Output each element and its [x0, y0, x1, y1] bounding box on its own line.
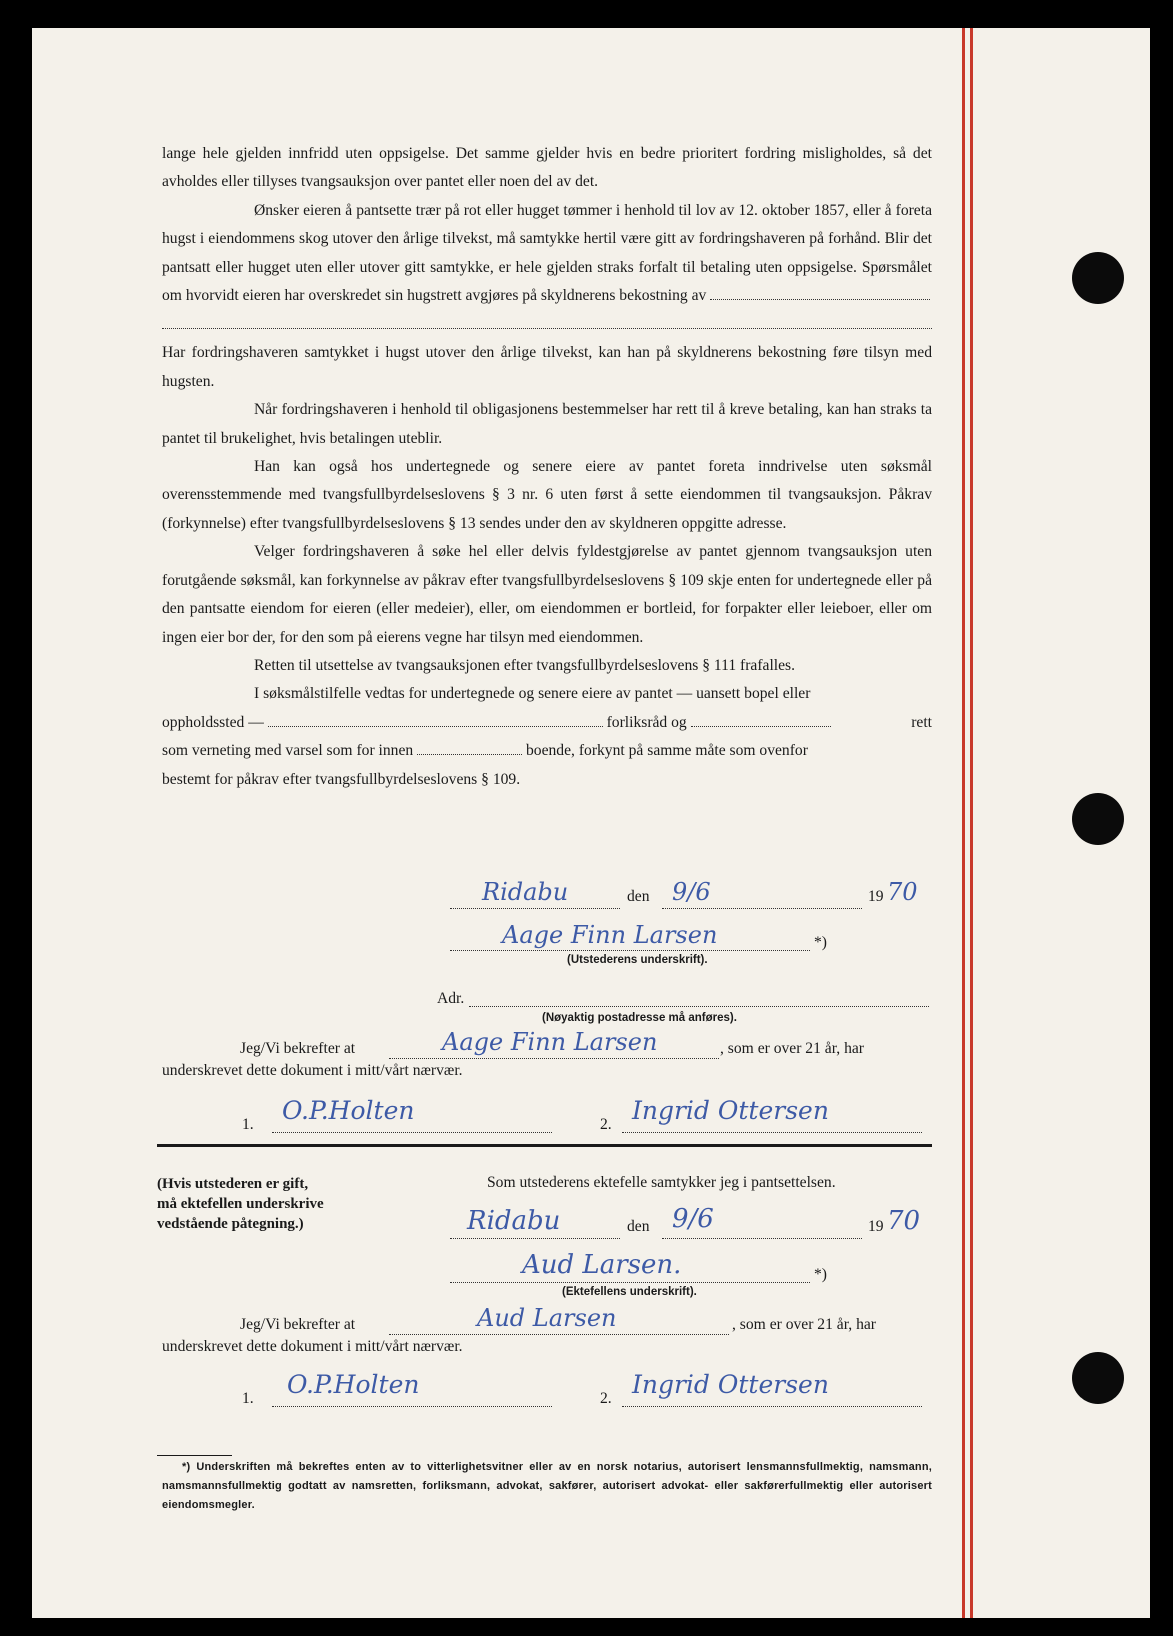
issuer-den-label: den	[627, 888, 650, 905]
issuer-place: Ridabu	[482, 878, 569, 906]
issuer-signature: Aage Finn Larsen	[502, 921, 718, 949]
spouse-place-line[interactable]	[450, 1238, 620, 1239]
spouse-year-prefix: 19	[868, 1218, 884, 1235]
issuer-signature-caption: (Utstederens underskrift).	[567, 954, 708, 966]
issuer-witness2-number: 2.	[600, 1116, 612, 1133]
venue-conciliation-blank[interactable]	[691, 712, 831, 727]
punch-hole-middle	[1072, 793, 1124, 845]
section-divider	[157, 1144, 932, 1147]
paragraph-logging	[162, 197, 932, 311]
paragraph-collection: Han kan også hos undertegnede og senere eiere av pantet foreta inndrivelse uten søksmål overensstemmende med tvangsfullbyrdelseslovens § 3 nr. 6 uten først å sette eiendommen til tvangsauksjon. Påkrav (forkynnelse) efter tvangsfullbyrdelseslovens § 13 sendes under den av skyldneren oppgitte adresse.	[162, 458, 932, 532]
issuer-address-label: Adr.	[437, 990, 465, 1007]
venue-residence-label: oppholdssted —	[162, 713, 264, 731]
issuer-year: 70	[887, 878, 918, 906]
spouse-witness1-signature: O.P.Holten	[287, 1370, 420, 1399]
spouse-den-label: den	[627, 1218, 650, 1235]
spouse-note-line1: (Hvis utstederen er gift,	[157, 1176, 309, 1192]
venue-court-blank[interactable]	[268, 712, 603, 727]
issuer-address-caption: (Nøyaktig postadresse må anføres).	[542, 1012, 737, 1024]
spouse-consent-text: Som utstederens ektefelle samtykker jeg i pantsettelsen.	[487, 1174, 836, 1191]
issuer-witness1-signature: O.P.Holten	[282, 1096, 415, 1125]
logging-assessor-blank[interactable]	[710, 285, 930, 300]
paragraph-supervision: Har fordringshaveren samtykket i hugst utover den årlige tilvekst, kan han på skyldnerens bekostning føre tilsyn med hugsten.	[162, 344, 932, 390]
spouse-confirm-line2: underskrevet dette dokument i mitt/vårt nærvær.	[162, 1338, 463, 1355]
spouse-note-line2: må ektefellen underskrive	[157, 1196, 324, 1212]
punch-hole-top	[1072, 252, 1124, 304]
paragraph-payment: Når fordringshaveren i henhold til obligasjonens bestemmelser har rett til å kreve betaling, kan han straks ta pantet til brukelighet, hvis betalingen uteblir.	[162, 401, 932, 447]
footnote	[162, 1458, 932, 1515]
paragraph-logging-text: Ønsker eieren å pantsette trær på rot eller hugget tømmer i henhold til lov av 12. oktober 1857, eller å foreta hugst i eiendommens skog utover den årlige tilvekst, må samtykke hertil være gitt av fordringshaveren på forhånd. Blir det pantsatt eller hugget uten eller utover gitt samtykke, er hele gjelden straks forfalt til betaling uten oppsigelse. Spørsmålet om hvorvidt eieren har overskredet sin hugstrett avgjøres på skyldnerens bekostning av	[162, 201, 932, 305]
spouse-confirm-line[interactable]	[389, 1334, 729, 1335]
issuer-asterisk: *)	[814, 934, 827, 951]
spouse-note-line3: vedstående påtegning.)	[157, 1216, 304, 1232]
spouse-witness2-number: 2.	[600, 1390, 612, 1407]
paragraph-final: bestemt for påkrav efter tvangsfullbyrdelseslovens § 109.	[162, 770, 521, 788]
spouse-signature-caption: (Ektefellens underskrift).	[562, 1286, 697, 1298]
paragraph-venue: I søksmålstilfelle vedtas for undertegnede og senere eiere av pantet — uansett bopel eller	[254, 685, 811, 703]
notice-residence-label: boende, forkynt på samme måte som ovenfor	[526, 742, 808, 760]
spouse-confirm-name: Aud Larsen	[477, 1304, 617, 1332]
spouse-place: Ridabu	[467, 1206, 561, 1236]
margin-line-right	[970, 28, 973, 1618]
issuer-witness1-line[interactable]	[272, 1132, 552, 1133]
spouse-signature-line[interactable]	[450, 1282, 810, 1283]
margin-line-left	[962, 28, 965, 1618]
document-page	[32, 28, 1150, 1618]
spouse-asterisk: *)	[814, 1266, 827, 1283]
paragraph-default: lange hele gjelden innfridd uten oppsigelse. Det samme gjelder hvis en bedre prioritert fordring misligholdes, så det avholdes eller tillyses tvangsauksjon over pantet eller noen del av det.	[162, 145, 932, 191]
issuer-confirm-name: Aage Finn Larsen	[442, 1028, 658, 1056]
issuer-signature-line[interactable]	[450, 950, 810, 951]
paragraph-postponement: Retten til utsettelse av tvangsauksjonen efter tvangsfullbyrdelseslovens § 111 frafalles.	[254, 656, 796, 674]
logging-blank-line[interactable]	[162, 310, 932, 329]
notice-period-blank[interactable]	[417, 740, 522, 755]
footnote-text: *) Underskriften må bekreftes enten av to vitterlighetsvitner eller av en norsk notarius, autorisert lensmannsfullmektig, namsmann, namsmannsfullmektig godtatt av namsretten, forliksmann, advokat, sakfører, autorisert advokat- eller sakførerfullmektig eller autorisert eiendomsmegler.	[162, 1461, 932, 1511]
footnote-rule	[157, 1455, 232, 1456]
issuer-confirm-line[interactable]	[389, 1058, 719, 1059]
spouse-witness2-line[interactable]	[622, 1406, 922, 1407]
issuer-address-line[interactable]	[469, 1006, 929, 1007]
spouse-confirm-suffix: , som er over 21 år, har	[732, 1316, 876, 1333]
spouse-witness1-number: 1.	[242, 1390, 254, 1407]
issuer-witness1-number: 1.	[242, 1116, 254, 1133]
venue-line	[162, 709, 932, 737]
issuer-date-line[interactable]	[662, 908, 862, 909]
issuer-year-prefix: 19	[868, 888, 884, 905]
venue-court-label: rett	[911, 713, 932, 731]
issuer-date: 9/6	[672, 878, 711, 906]
issuer-confirm-label: Jeg/Vi bekrefter at	[240, 1040, 356, 1057]
notice-line	[162, 737, 932, 765]
notice-label: som verneting med varsel som for innen	[162, 742, 414, 760]
issuer-confirm-suffix: , som er over 21 år, har	[720, 1040, 864, 1057]
paragraph-auction: Velger fordringshaveren å søke hel eller delvis fyldestgjørelse av pantet gjennom tvangsauksjon uten forutgående søksmål, kan forkynnelse av påkrav efter tvangsfullbyrdelseslovens § 109 skje enten for undertegnede eller på den pantsatte eiendom for eieren (eller medeier), eller, om eiendommen er bortleid, for forpakter eller leieboer, eller om ingen eier bor der, for den som på eierens vegne har tilsyn med eiendommen.	[162, 543, 932, 646]
venue-conciliation-label: forliksråd og	[606, 713, 687, 731]
issuer-place-line[interactable]	[450, 908, 620, 909]
spouse-date-line[interactable]	[662, 1238, 862, 1239]
spouse-signature: Aud Larsen.	[522, 1250, 682, 1280]
spouse-witness2-signature: Ingrid Ottersen	[632, 1370, 829, 1399]
spouse-confirm-label: Jeg/Vi bekrefter at	[240, 1316, 356, 1333]
spouse-date: 9/6	[672, 1204, 714, 1234]
terms-text	[162, 140, 932, 794]
punch-hole-bottom	[1072, 1352, 1124, 1404]
spouse-witness1-line[interactable]	[272, 1406, 552, 1407]
issuer-witness2-signature: Ingrid Ottersen	[632, 1096, 829, 1125]
issuer-witness2-line[interactable]	[622, 1132, 922, 1133]
issuer-confirm-line2: underskrevet dette dokument i mitt/vårt nærvær.	[162, 1062, 463, 1079]
spouse-year: 70	[887, 1206, 921, 1236]
